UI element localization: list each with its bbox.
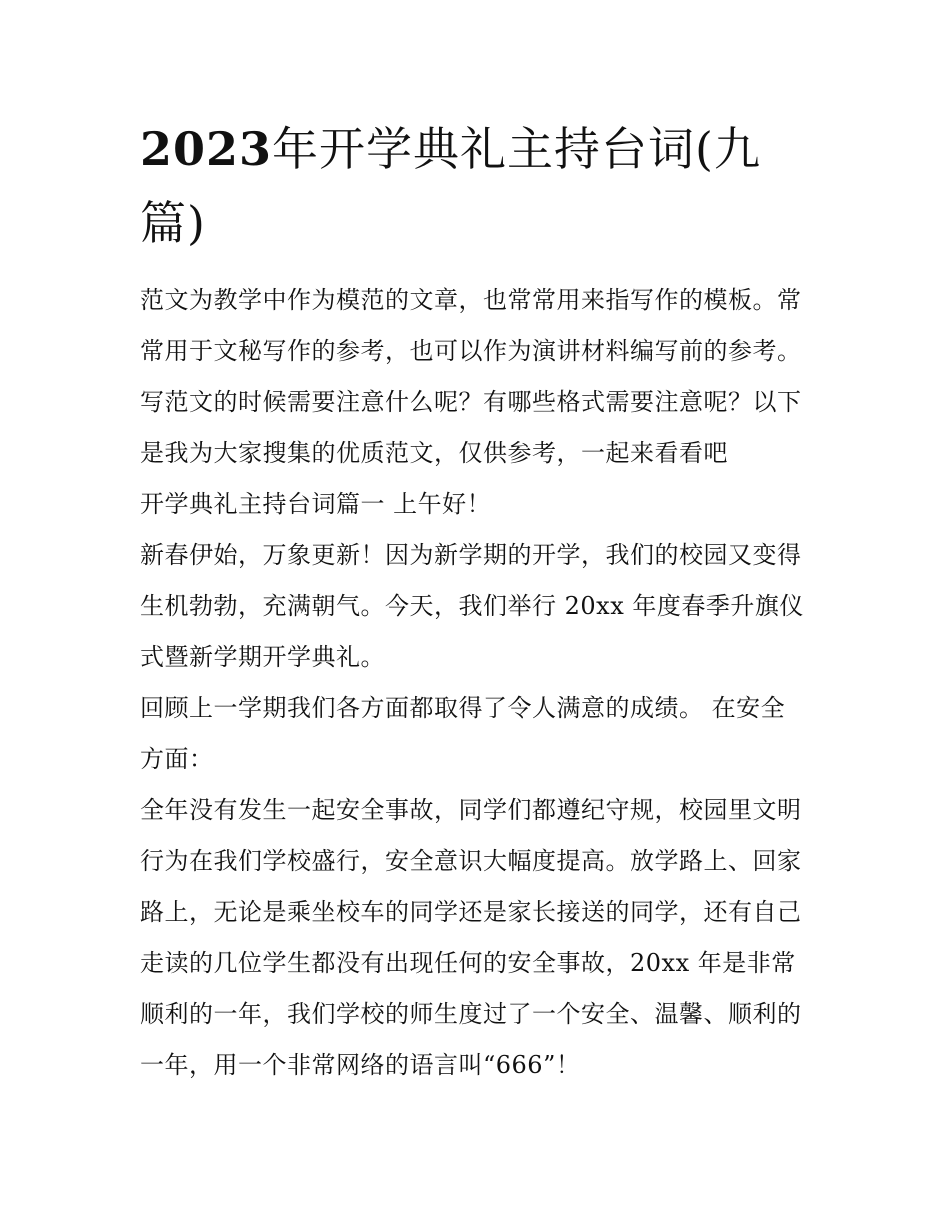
text-line: 方面： [140, 745, 214, 773]
title-text-line1: 年开学典礼主持台词(九 [272, 122, 761, 176]
document-body [140, 275, 820, 1091]
text-line: 走读的几位学生都没有出现任何的安全事故，20xx 年是非常 [140, 949, 796, 977]
text-line: 回顾上一学期我们各方面都取得了令人满意的成绩。 在安全 [140, 694, 786, 722]
document-title [140, 112, 820, 260]
text-line: 生机勃勃，充满朝气。今天，我们举行 20xx 年度春季升旗仪 [140, 592, 804, 620]
title-text-line2: 篇) [140, 196, 206, 250]
text-line: 写范文的时候需要注意什么呢？有哪些格式需要注意呢？以下 [140, 388, 802, 416]
title-year: 2023 [140, 122, 273, 176]
text-line: 路上，无论是乘坐校车的同学还是家长接送的同学，还有自己 [140, 898, 802, 926]
section-heading-line: 开学典礼主持台词篇一 上午好！ [140, 490, 492, 518]
text-line: 顺利的一年，我们学校的师生度过了一个安全、温馨、顺利的 [140, 1000, 802, 1028]
text-line: 新春伊始，万象更新！因为新学期的开学，我们的校园又变得 [140, 541, 802, 569]
text-line: 一年，用一个非常网络的语言叫“666”！ [140, 1051, 581, 1079]
text-line: 范文为教学中作为模范的文章，也常常用来指写作的模板。常 [140, 286, 802, 314]
text-line: 常用于文秘写作的参考，也可以作为演讲材料编写前的参考。 [140, 337, 802, 365]
text-line: 是我为大家搜集的优质范文，仅供参考，一起来看看吧 [140, 439, 728, 467]
text-line: 式暨新学期开学典礼。 [140, 643, 385, 671]
text-line: 行为在我们学校盛行，安全意识大幅度提高。放学路上、回家 [140, 847, 802, 875]
text-line: 全年没有发生一起安全事故，同学们都遵纪守规，校园里文明 [140, 796, 802, 824]
